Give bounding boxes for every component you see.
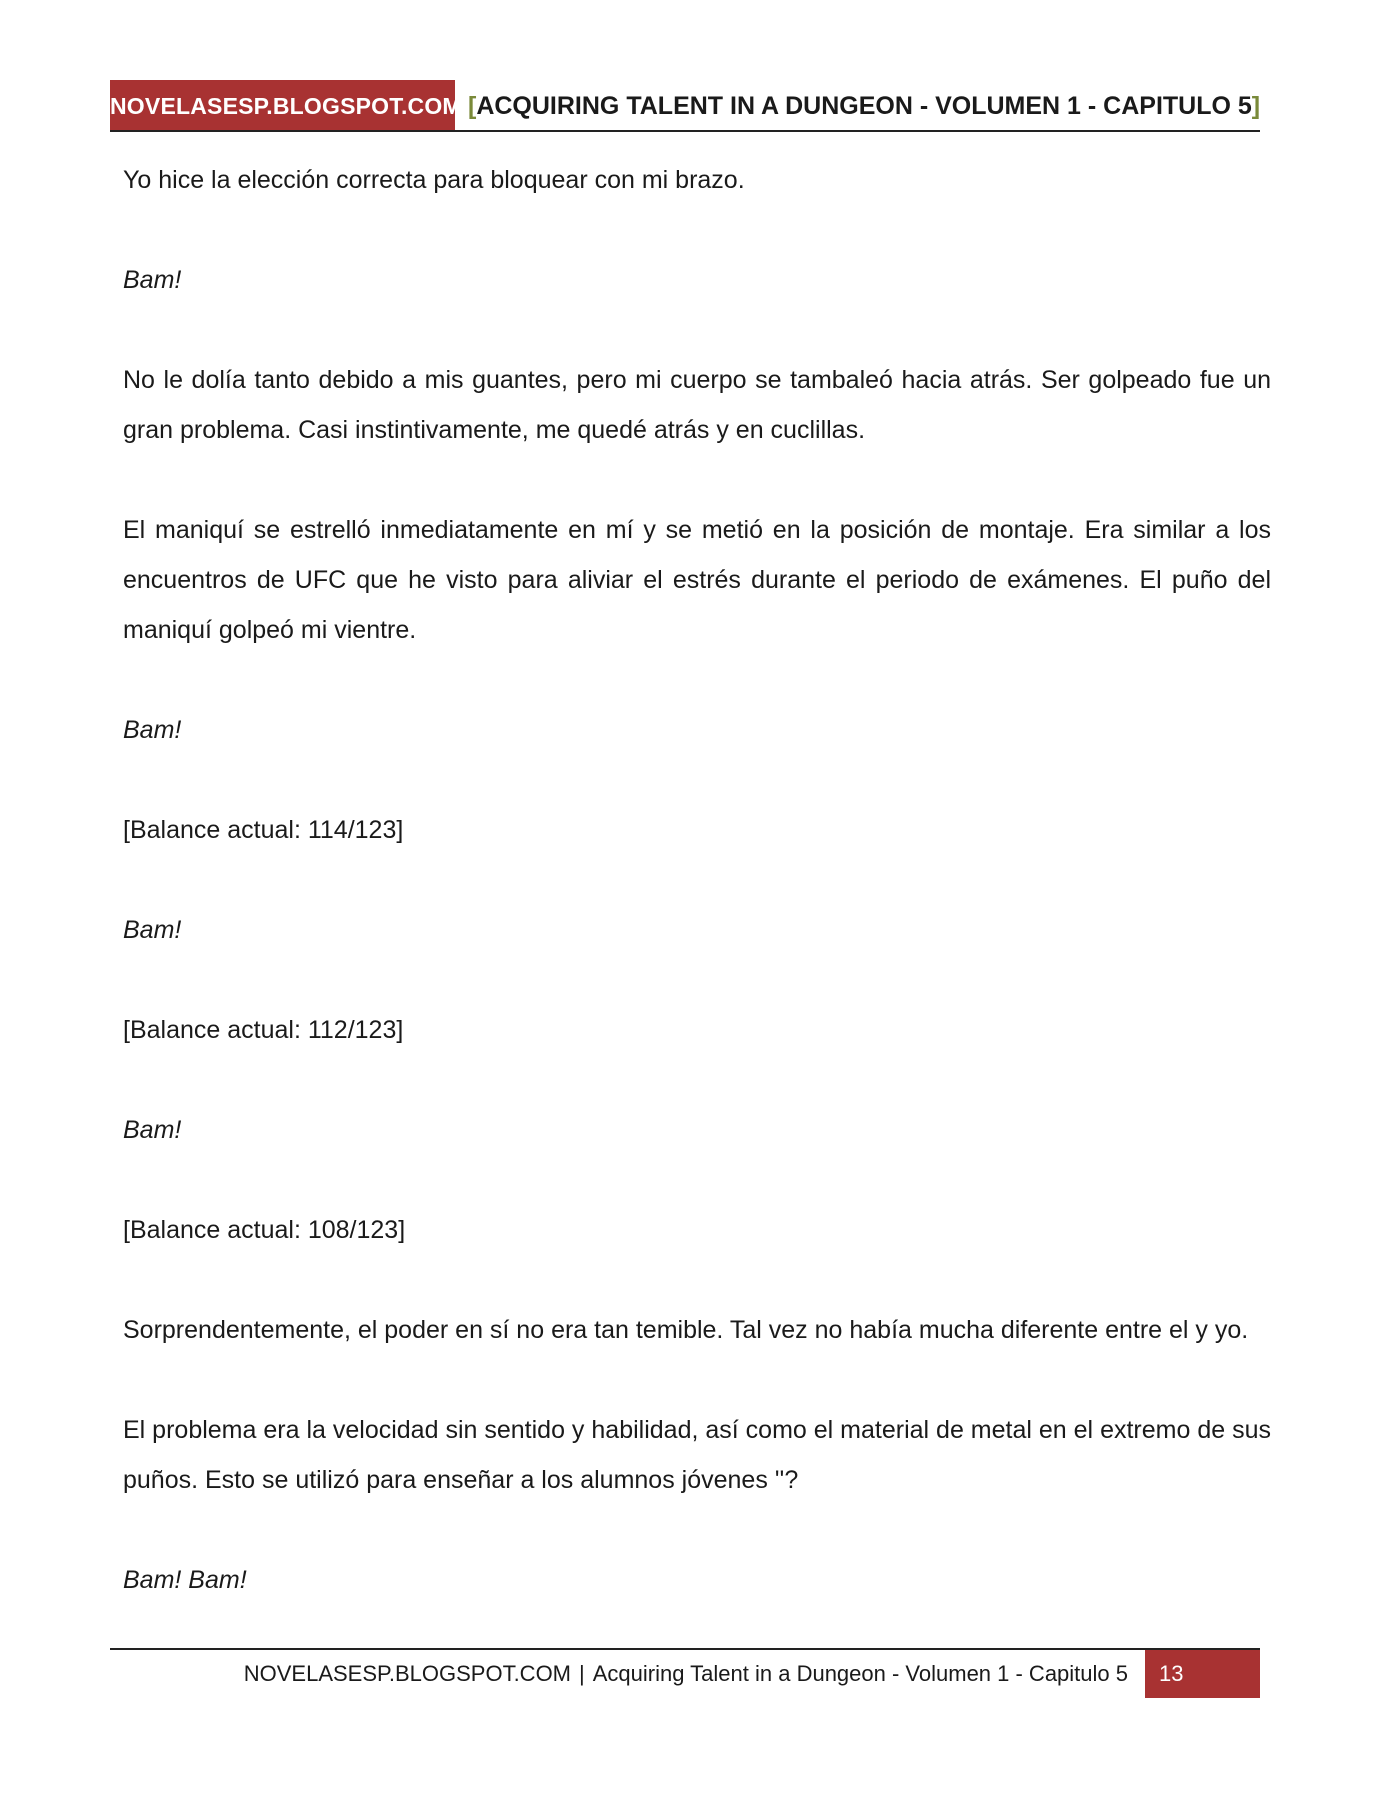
page-header (110, 80, 1260, 132)
body-paragraph: Bam! Bam! (123, 1566, 247, 1594)
footer-site: NOVELASESP.BLOGSPOT.COM (243, 1661, 572, 1686)
footer-label (244, 1650, 1128, 1698)
body-paragraph: Bam! (123, 716, 182, 744)
header-bracket-close: ] (1251, 92, 1261, 120)
body-paragraph: [Balance actual: 112/123] (123, 1016, 404, 1044)
header-bracket-open: [ (468, 92, 477, 120)
body-paragraph: Bam! (123, 916, 182, 944)
footer-separator: | (579, 1661, 585, 1686)
body-paragraph: El problema era la velocidad sin sentido y habilidad, así como el material de metal en el extremo de sus puños. Esto se utilizó para enseñar a los alumnos jóvenes ''? (123, 1416, 1271, 1494)
body-paragraph: Bam! (123, 266, 182, 294)
body-paragraph: Bam! (123, 1116, 182, 1144)
body-paragraph: No le dolía tanto debido a mis guantes, pero mi cuerpo se tambaleó hacia atrás. Ser golpeado fue un gran problema. Casi instintivamente, me quedé atrás y en cuclillas. (123, 366, 1271, 444)
header-chapter-title (468, 80, 1260, 130)
footer-title: Acquiring Talent in a Dungeon - Volumen 1 - Capitulo 5 (592, 1661, 1128, 1686)
header-title-text: ACQUIRING TALENT IN A DUNGEON - VOLUMEN 1 - CAPITULO 5 (476, 92, 1252, 120)
body-paragraph: Sorprendentemente, el poder en sí no era tan temible. Tal vez no había mucha diferente entre el y yo. (123, 1316, 1249, 1344)
page-number: 13 (1145, 1650, 1260, 1698)
body-paragraph: Yo hice la elección correcta para bloquear con mi brazo. (123, 166, 745, 194)
body-paragraph: [Balance actual: 108/123] (123, 1216, 406, 1244)
body-paragraph: El maniquí se estrelló inmediatamente en mí y se metió en la posición de montaje. Era similar a los encuentros de UFC que he visto para aliviar el estrés durante el periodo de exámenes. El puño del maniquí golpeó mi vientre. (123, 516, 1271, 644)
chapter-body (123, 155, 1271, 1655)
page-footer (110, 1648, 1260, 1698)
body-paragraph: [Balance actual: 114/123] (123, 816, 404, 844)
header-site-label: NOVELASESP.BLOGSPOT.COM (110, 80, 455, 130)
